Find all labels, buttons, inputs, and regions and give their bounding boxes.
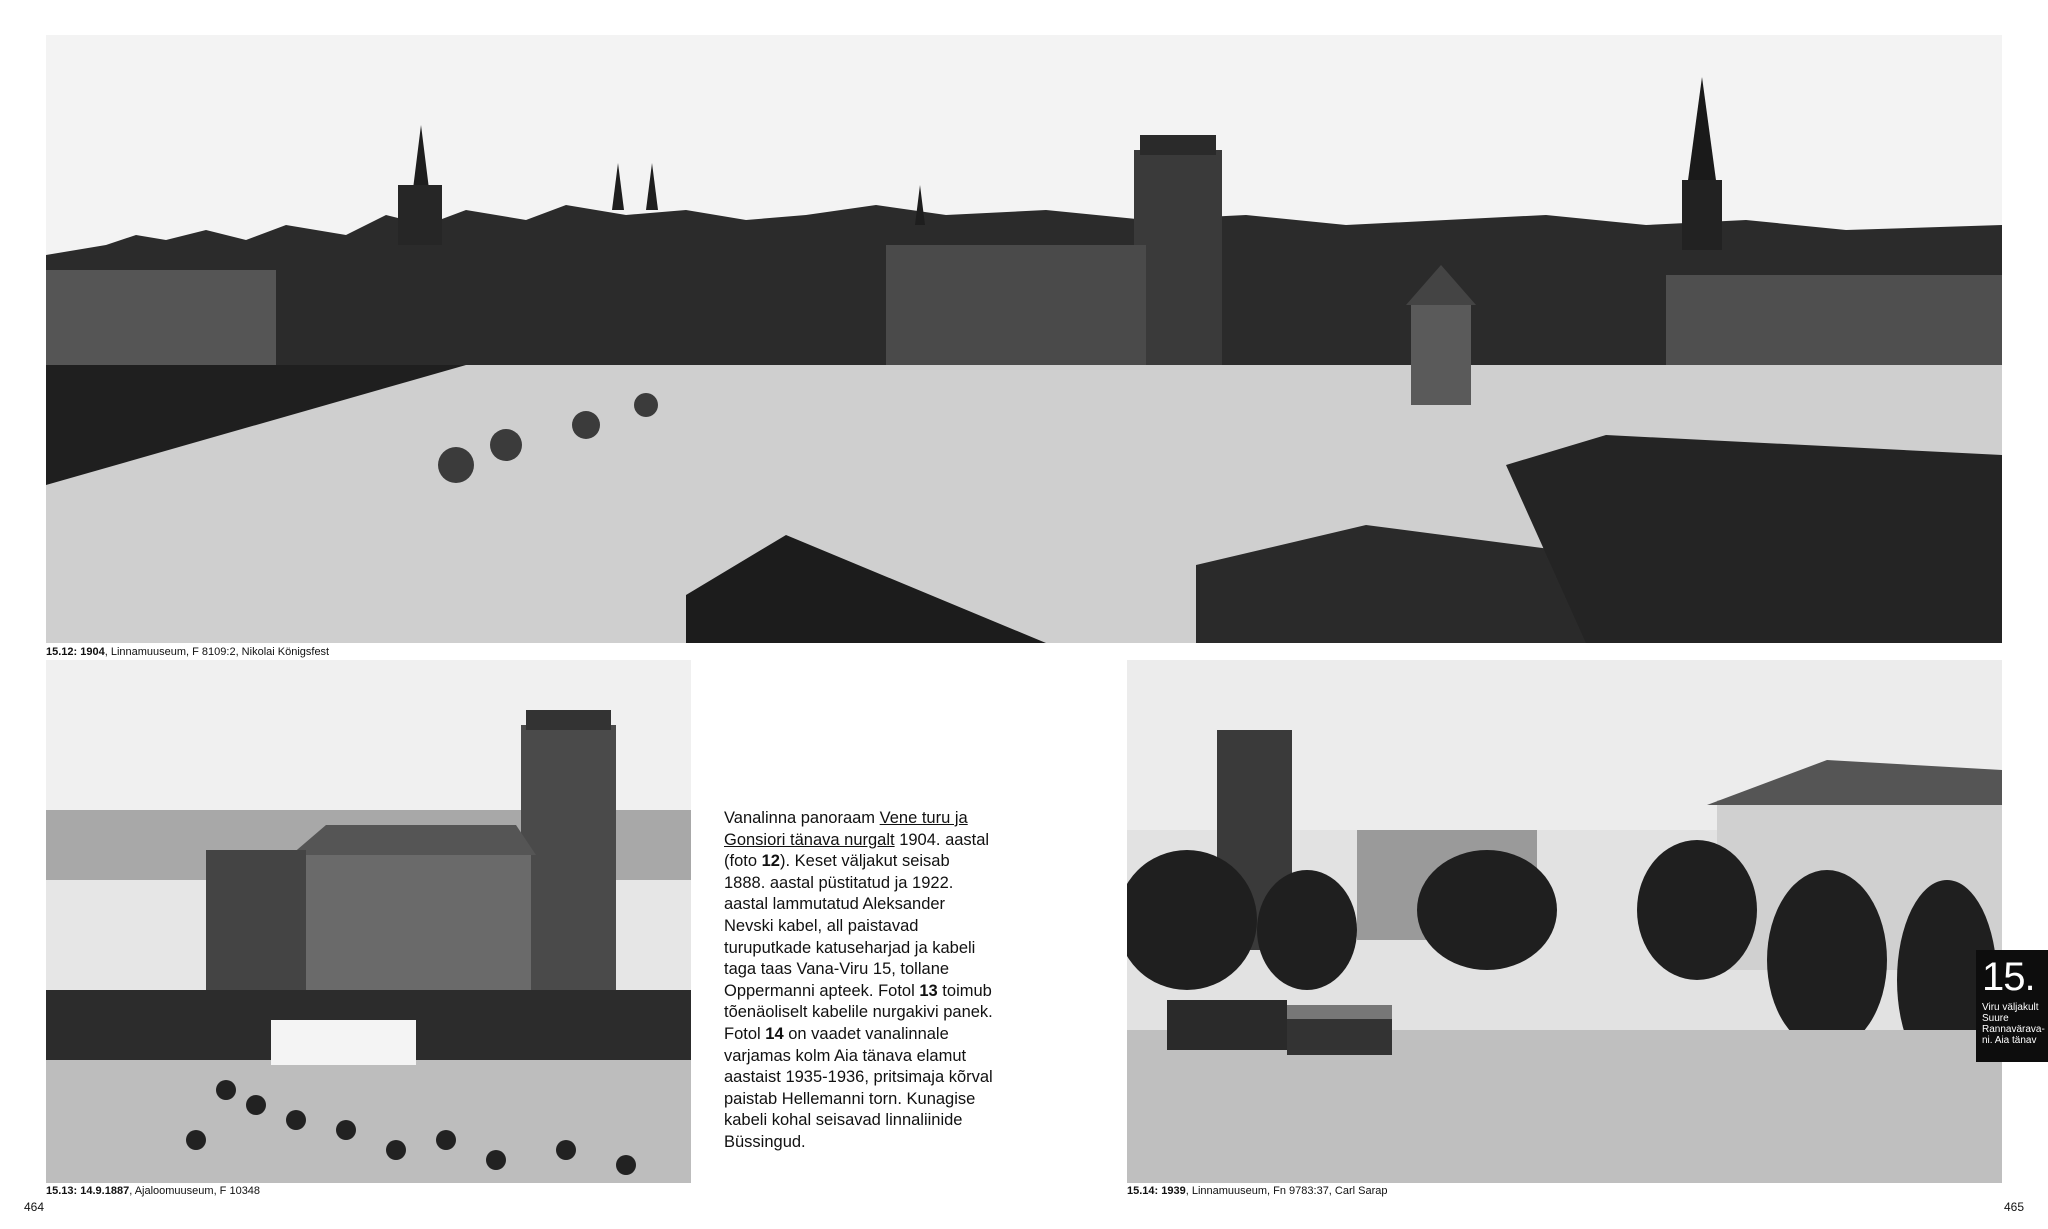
bus-square-photo-1939 [1127,660,2002,1183]
text-run: toimub tõenäoliselt kabelile nurgakivi panek. Fotol [724,981,993,1043]
panorama-photo-1904 [46,35,2002,643]
underlined-place-name: Vene turu ja Gonsiori tänava nurgalt [724,809,968,849]
page-number-right: 465 [2003,1200,2024,1214]
text-run: Vanalinna panoraam [724,809,880,827]
caption-photo-15-14 [1127,1185,1388,1198]
photo-ref-13: 13 [919,981,938,1000]
chapter-number: 15. [1982,955,2035,999]
caption-photo-15-12 [46,646,329,659]
chapter-title: Viru väljakult Suure Rannavärava- ni. Aia tänav [1982,1002,2045,1046]
text-run: on vaadet vanalinnale varjamas kolm Aia tänava elamut aastaist 1935-1936, pritsimaja kõrval paistab Hellemanni torn. Kunagise kabeli kohal seisavad linnaliinide Büssingud. [724,1024,993,1151]
page-number-left: 464 [24,1200,45,1214]
chapter-tab [1976,950,2048,1062]
caption-source: , Linnamuuseum, F 8109:2, Nikolai Königsfest [104,646,330,658]
caption-id: 15.14: 1939 [1127,1185,1186,1197]
text-run: ). Keset väljakut seisab 1888. aastal püstitatud ja 1922. aastal lammutatud Aleksander Nevski kabel, all paistavad turuputkade katuseharjad ja kabeli taga taas Vana-Viru 15, tollane Oppermanni apteek. Fotol [724,852,976,1000]
caption-id: 15.13: 14.9.1887 [46,1185,130,1197]
photo-ref-14: 14 [765,1024,784,1043]
caption-source: , Ajaloomuuseum, F 10348 [129,1185,261,1197]
caption-id: 15.12: 1904 [46,646,105,658]
caption-photo-15-13 [46,1185,260,1198]
photo-ref-12: 12 [761,852,780,871]
ceremony-photo-1887 [46,660,691,1183]
text-run: 1904. aastal (foto [724,830,990,871]
caption-source: , Linnamuuseum, Fn 9783:37, Carl Sarap [1185,1185,1388,1197]
body-paragraph [724,808,994,1154]
